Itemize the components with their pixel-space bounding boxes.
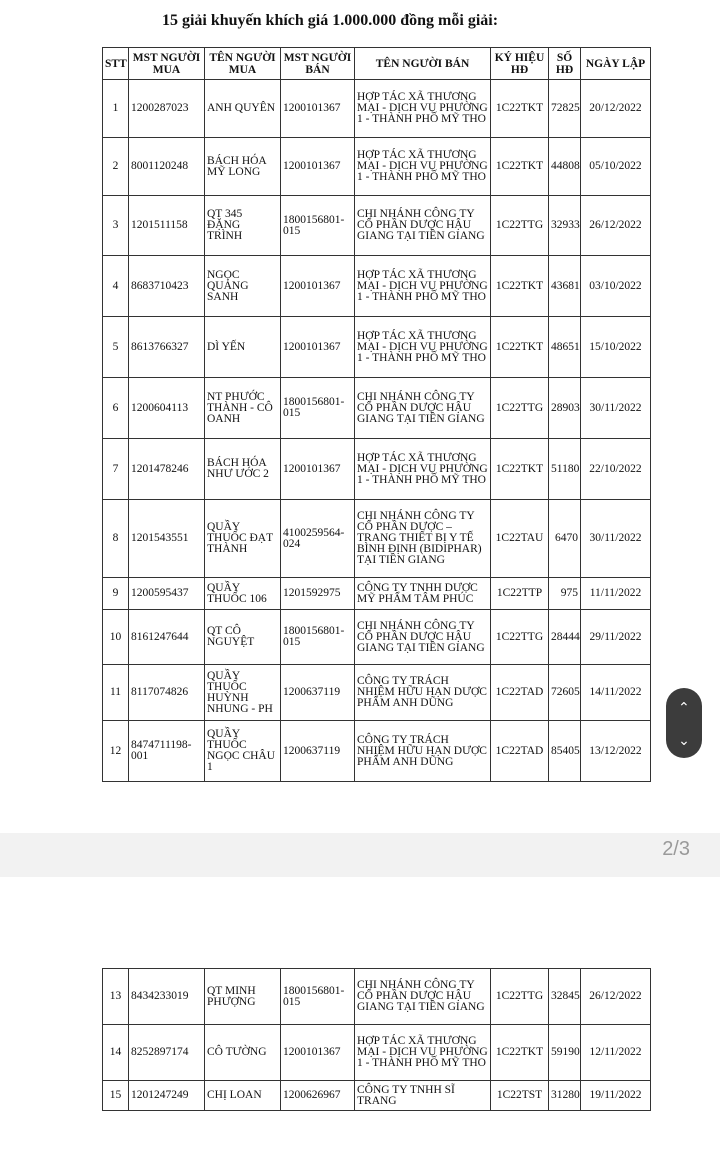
cell-symbol: 1C22TKT [491,256,549,317]
table-row [103,721,651,782]
cell-date: 30/11/2022 [581,500,651,578]
cell-seller-tax: 1200101367 [281,1025,355,1081]
cell-number: 32933 [549,196,581,256]
cell-buyer-name: QUẦY THUỐC HUỲNH NHUNG - PH [205,665,281,721]
cell-number: 72825 [549,80,581,138]
cell-seller-tax: 1800156801-015 [281,969,355,1025]
cell-seller-name: CHI NHÁNH CÔNG TY CỔ PHẦN DƯỢC – TRANG THIẾT BỊ Y TẾ BÌNH ĐỊNH (BIDIPHAR) TẠI TIỀN GIANG [355,500,491,578]
cell-stt: 3 [103,196,129,256]
cell-buyer-name: QT CÔ NGUYỆT [205,610,281,665]
cell-date: 12/11/2022 [581,1025,651,1081]
cell-date: 20/12/2022 [581,80,651,138]
cell-symbol: 1C22TTG [491,196,549,256]
cell-date: 15/10/2022 [581,317,651,378]
cell-seller-name: CHI NHÁNH CÔNG TY CỔ PHẦN DƯỢC HẬU GIANG TẠI TIỀN GIANG [355,196,491,256]
cell-symbol: 1C22TTG [491,969,549,1025]
cell-date: 26/12/2022 [581,196,651,256]
cell-buyer-name: ANH QUYÊN [205,80,281,138]
cell-symbol: 1C22TAD [491,665,549,721]
cell-date: 22/10/2022 [581,439,651,500]
table-row [103,500,651,578]
cell-buyer-name: CÔ TƯỜNG [205,1025,281,1081]
cell-seller-name: CHI NHÁNH CÔNG TY CỔ PHẦN DƯỢC HẬU GIANG TẠI TIỀN GIANG [355,378,491,439]
cell-buyer-tax: 1200595437 [129,578,205,610]
cell-symbol: 1C22TTG [491,610,549,665]
cell-number: 85405 [549,721,581,782]
cell-stt: 10 [103,610,129,665]
cell-buyer-name: QUẦY THUỐC ĐẠT THÀNH [205,500,281,578]
cell-seller-name: HỢP TÁC XÃ THƯƠNG MẠI - DỊCH VỤ PHƯỜNG 1 - THÀNH PHỐ MỸ THO [355,138,491,196]
cell-symbol: 1C22TKT [491,1025,549,1081]
cell-seller-tax: 1201592975 [281,578,355,610]
cell-number: 72605 [549,665,581,721]
cell-buyer-name: NT PHƯỚC THÀNH - CÔ OANH [205,378,281,439]
table-row [103,256,651,317]
col-header-seller-name: TÊN NGƯỜI BÁN [355,48,491,80]
cell-seller-tax: 1200101367 [281,80,355,138]
cell-buyer-name: QT MINH PHƯỢNG [205,969,281,1025]
cell-symbol: 1C22TKT [491,138,549,196]
cell-number: 975 [549,578,581,610]
cell-symbol: 1C22TTP [491,578,549,610]
cell-buyer-name: BÁCH HÓA MỸ LONG [205,138,281,196]
col-header-seller-tax: MST NGƯỜI BÁN [281,48,355,80]
table-row [103,969,651,1025]
cell-date: 29/11/2022 [581,610,651,665]
col-header-date: NGÀY LẬP [581,48,651,80]
cell-stt: 11 [103,665,129,721]
cell-number: 32845 [549,969,581,1025]
col-header-buyer-name: TÊN NGƯỜI MUA [205,48,281,80]
cell-number: 59190 [549,1025,581,1081]
cell-stt: 7 [103,439,129,500]
cell-stt: 14 [103,1025,129,1081]
cell-buyer-tax: 8001120248 [129,138,205,196]
cell-seller-name: CÔNG TY TRÁCH NHIỆM HỮU HẠN DƯỢC PHẨM ANH DŨNG [355,721,491,782]
cell-date: 14/11/2022 [581,665,651,721]
table-row [103,578,651,610]
cell-number: 48651 [549,317,581,378]
cell-seller-tax: 1200101367 [281,256,355,317]
cell-buyer-tax: 1201511158 [129,196,205,256]
cell-symbol: 1C22TTG [491,378,549,439]
cell-stt: 15 [103,1081,129,1111]
cell-stt: 9 [103,578,129,610]
table-row [103,378,651,439]
cell-stt: 1 [103,80,129,138]
cell-stt: 2 [103,138,129,196]
col-header-symbol: KÝ HIỆU HĐ [491,48,549,80]
cell-date: 03/10/2022 [581,256,651,317]
cell-buyer-name: CHỊ LOAN [205,1081,281,1111]
col-header-number: SỐ HĐ [549,48,581,80]
table-row [103,1025,651,1081]
table-row [103,610,651,665]
cell-seller-tax: 1800156801-015 [281,196,355,256]
cell-buyer-tax: 8252897174 [129,1025,205,1081]
chevron-up-icon[interactable]: ⌄ [678,697,690,714]
table-row [103,80,651,138]
cell-stt: 12 [103,721,129,782]
cell-seller-tax: 1200101367 [281,138,355,196]
cell-number: 28903 [549,378,581,439]
cell-seller-name: CÔNG TY TNHH DƯỢC MỸ PHẨM TÂM PHÚC [355,578,491,610]
cell-date: 26/12/2022 [581,969,651,1025]
cell-buyer-name: NGỌC QUẢNG SANH [205,256,281,317]
cell-symbol: 1C22TKT [491,439,549,500]
cell-seller-tax: 1800156801-015 [281,378,355,439]
col-header-buyer-tax: MST NGƯỜI MUA [129,48,205,80]
cell-symbol: 1C22TKT [491,80,549,138]
cell-seller-name: HỢP TÁC XÃ THƯƠNG MẠI - DỊCH VỤ PHƯỜNG 1 - THÀNH PHỐ MỸ THO [355,317,491,378]
cell-number: 44808 [549,138,581,196]
cell-seller-tax: 1200637119 [281,665,355,721]
cell-stt: 13 [103,969,129,1025]
cell-symbol: 1C22TST [491,1081,549,1111]
cell-stt: 4 [103,256,129,317]
chevron-down-icon[interactable]: ⌄ [678,732,690,749]
cell-buyer-tax: 1201247249 [129,1081,205,1111]
cell-buyer-tax: 8161247644 [129,610,205,665]
cell-buyer-tax: 1201543551 [129,500,205,578]
cell-buyer-name: QUẦY THUỐC 106 [205,578,281,610]
cell-number: 51180 [549,439,581,500]
table-row [103,317,651,378]
cell-date: 19/11/2022 [581,1081,651,1111]
page-title: 15 giải khuyến khích giá 1.000.000 đồng mỗi giải: [161,12,499,29]
cell-buyer-name: DÌ YẾN [205,317,281,378]
table-header-row [103,48,651,80]
cell-stt: 6 [103,378,129,439]
table-row [103,665,651,721]
cell-seller-name: HỢP TÁC XÃ THƯƠNG MẠI - DỊCH VỤ PHƯỜNG 1 - THÀNH PHỐ MỸ THO [355,1025,491,1081]
page-separator [0,833,720,877]
cell-date: 05/10/2022 [581,138,651,196]
cell-seller-name: CÔNG TY TNHH SĨ TRANG [355,1081,491,1111]
cell-buyer-tax: 1200287023 [129,80,205,138]
cell-seller-name: CÔNG TY TRÁCH NHIỆM HỮU HẠN DƯỢC PHẨM ANH DŨNG [355,665,491,721]
table-row [103,138,651,196]
cell-number: 6470 [549,500,581,578]
cell-seller-name: CHI NHÁNH CÔNG TY CỔ PHẦN DƯỢC HẬU GIANG TẠI TIỀN GIANG [355,610,491,665]
cell-seller-tax: 1800156801-015 [281,610,355,665]
cell-buyer-tax: 8683710423 [129,256,205,317]
scroll-controls [666,688,702,758]
cell-buyer-tax: 8613766327 [129,317,205,378]
cell-seller-tax: 1200626967 [281,1081,355,1111]
cell-number: 31280 [549,1081,581,1111]
cell-buyer-name: BÁCH HÓA NHƯ ƯỚC 2 [205,439,281,500]
table-row [103,439,651,500]
page-indicator: 2/3 [662,838,690,860]
cell-symbol: 1C22TKT [491,317,549,378]
cell-stt: 8 [103,500,129,578]
table-row [103,196,651,256]
cell-symbol: 1C22TAD [491,721,549,782]
cell-buyer-name: QUẦY THUỐC NGỌC CHÂU 1 [205,721,281,782]
prize-table-continued [102,968,651,1111]
cell-seller-tax: 4100259564-024 [281,500,355,578]
cell-seller-name: HỢP TÁC XÃ THƯƠNG MẠI - DỊCH VỤ PHƯỜNG 1 - THÀNH PHỐ MỸ THO [355,439,491,500]
cell-symbol: 1C22TAU [491,500,549,578]
table-row [103,1081,651,1111]
cell-number: 43681 [549,256,581,317]
cell-seller-name: CHI NHÁNH CÔNG TY CỔ PHẦN DƯỢC HẬU GIANG TẠI TIỀN GIANG [355,969,491,1025]
cell-buyer-tax: 1201478246 [129,439,205,500]
col-header-stt: STT [103,48,129,80]
cell-seller-name: HỢP TÁC XÃ THƯƠNG MẠI - DỊCH VỤ PHƯỜNG 1 - THÀNH PHỐ MỸ THO [355,80,491,138]
cell-number: 28444 [549,610,581,665]
cell-buyer-tax: 8434233019 [129,969,205,1025]
cell-buyer-tax: 1200604113 [129,378,205,439]
cell-seller-tax: 1200101367 [281,439,355,500]
cell-seller-tax: 1200637119 [281,721,355,782]
cell-date: 30/11/2022 [581,378,651,439]
cell-buyer-tax: 8474711198-001 [129,721,205,782]
cell-date: 13/12/2022 [581,721,651,782]
cell-date: 11/11/2022 [581,578,651,610]
prize-table [102,47,651,782]
cell-stt: 5 [103,317,129,378]
cell-buyer-name: QT 345 ĐẶNG TRÌNH [205,196,281,256]
cell-buyer-tax: 8117074826 [129,665,205,721]
cell-seller-name: HỢP TÁC XÃ THƯƠNG MẠI - DỊCH VỤ PHƯỜNG 1 - THÀNH PHỐ MỸ THO [355,256,491,317]
cell-seller-tax: 1200101367 [281,317,355,378]
